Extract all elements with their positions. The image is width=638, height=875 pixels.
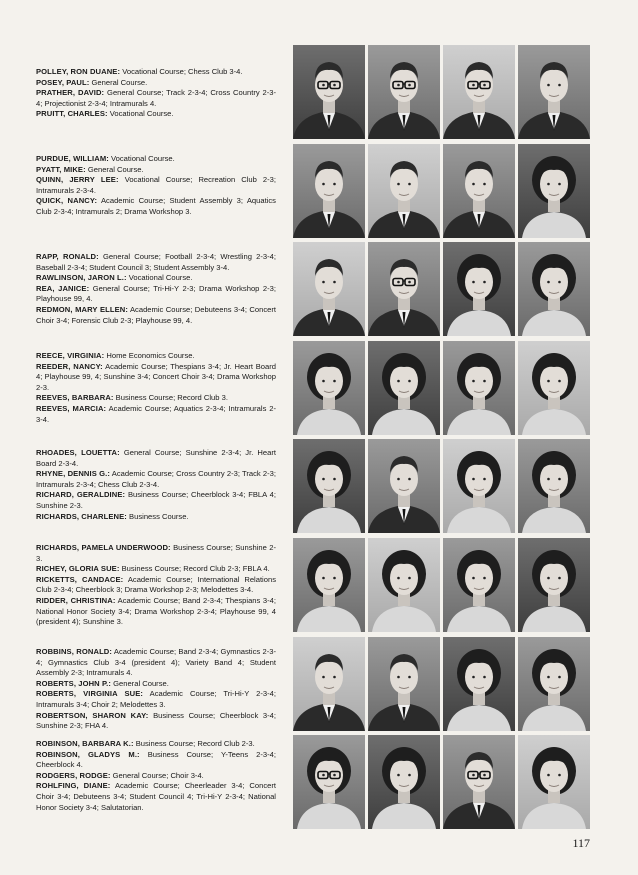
student-name: PRATHER, DAVID: [36, 88, 105, 98]
student-name: REEVES, MARCIA: [36, 403, 107, 413]
student-entry [36, 750, 276, 771]
student-entry [36, 273, 276, 284]
student-portrait-photo [368, 637, 440, 731]
photo-row [293, 637, 593, 731]
student-entry [36, 689, 276, 710]
photo-row [293, 45, 593, 139]
page-number: 117 [572, 836, 590, 850]
student-entry [36, 596, 276, 628]
student-entry [36, 165, 276, 176]
student-details: Academic Course; Debuteens 3-4; Concert Choir 3-4; Forensic Club 2-3; Playhouse 99, 4. [36, 304, 276, 325]
student-details: Academic Course; Band 2-3-4; Thespians 3-4; National Honor Society 3-4; Drama Workshop 2-3-4; Playhouse 99, 4 (president 4); Sunshine 3. [36, 595, 276, 627]
student-portrait-photo [518, 45, 590, 139]
student-name: ROBERTSON, SHARON KAY: [36, 710, 149, 720]
student-entry [36, 252, 276, 273]
student-details: Academic Course; Student Assembly 3; Aquatics Club 2-3-4; Intramurals 2; Drama Workshop 3. [36, 196, 276, 216]
photo-row [293, 341, 593, 435]
student-name: QUICK, NANCY: [36, 196, 98, 206]
student-group [36, 351, 276, 425]
student-portrait-photo [368, 144, 440, 238]
student-name: REDMON, MARY ELLEN: [36, 304, 128, 314]
student-name: PRUITT, CHARLES: [36, 109, 108, 119]
photo-row [293, 242, 593, 336]
student-entry [36, 154, 276, 165]
student-details: Business Course; Cheerblock 3-4; FBLA 4; Sunshine 2-3. [36, 490, 276, 510]
student-group [36, 154, 276, 218]
student-group [36, 647, 276, 732]
student-portrait-photo [443, 538, 515, 632]
student-portrait-photo [293, 144, 365, 238]
student-details: Academic Course; International Relations Club 2-3-4; Cheerblock 3; Drama Workshop 2-3; Melodettes 3-4. [36, 574, 276, 595]
student-entry [36, 490, 276, 511]
student-portrait-photo [368, 341, 440, 435]
student-entry [36, 284, 276, 305]
student-portrait-photo [443, 735, 515, 829]
student-name: RAWLINSON, JARON L.: [36, 273, 127, 283]
student-entry [36, 739, 276, 750]
student-details: General Course; Sunshine 2-3-4; Jr. Heart Board 2-3-4. [36, 448, 276, 468]
student-name: REEVES, BARBARA: [36, 393, 114, 403]
student-entry [36, 575, 276, 596]
student-portrait-photo [443, 341, 515, 435]
student-name: RAPP, RONALD: [36, 252, 99, 261]
student-portrait-photo [368, 735, 440, 829]
student-portrait-photo [518, 637, 590, 731]
student-details: General Course; Tri-Hi-Y 2-3; Drama Workshop 2-3; Playhouse 99, 4. [36, 283, 276, 304]
student-portrait-photo [443, 242, 515, 336]
student-details: Academic Course; Tri-Hi-Y 2-3-4; Intramurals 3-4; Choir 2; Melodettes 3. [36, 689, 276, 709]
student-portrait-photo [518, 538, 590, 632]
student-name: PYATT, MIKE: [36, 164, 86, 174]
student-details: General Course. [87, 164, 144, 174]
student-portrait-photo [293, 538, 365, 632]
student-portrait-photo [443, 439, 515, 533]
student-details: Business Course; Cheerblock 3-4; Sunshine 2-3; FHA 4. [36, 710, 276, 731]
student-name: REA, JANICE: [36, 283, 90, 293]
student-details: Vocational Course; Chess Club 3-4. [122, 67, 243, 76]
student-portrait-photo [518, 439, 590, 533]
student-portrait-photo [293, 242, 365, 336]
student-entry [36, 679, 276, 690]
student-name: POSEY, PAUL: [36, 77, 90, 87]
student-name: ROHLFING, DIANE: [36, 781, 111, 791]
student-name: RICHEY, GLORIA SUE: [36, 564, 120, 574]
student-name: RHOADES, LOUETTA: [36, 448, 120, 457]
student-entry [36, 351, 276, 362]
student-entry [36, 175, 276, 196]
student-entry [36, 362, 276, 394]
student-portrait-photo [518, 735, 590, 829]
student-details: Business Course; Record Club 2-3. [135, 739, 255, 748]
student-name: RHYNE, DENNIS G.: [36, 469, 111, 479]
student-group [36, 739, 276, 813]
student-portrait-photo [293, 45, 365, 139]
student-portrait-photo [293, 341, 365, 435]
student-details: Academic Course; Cross Country 2-3; Track 2-3; Intramurals 2-3-4; Chess Club 2-3-4. [36, 469, 276, 489]
student-details: Business Course; Sunshine 2-3. [36, 543, 276, 563]
student-name: RODGERS, RODGE: [36, 770, 111, 780]
student-details: Vocational Course. [109, 109, 174, 119]
student-details: Academic Course; Cheerleader 3-4; Concert Choir 3-4; Debuteens 3-4; Student Council 4; Tri-Hi-Y 2-3-4; National Honor Society 3-4; Salutatorian. [36, 781, 276, 812]
student-portrait-photo [368, 538, 440, 632]
student-name: PURDUE, WILLIAM: [36, 154, 109, 163]
student-group [36, 543, 276, 628]
student-details: General Course; Track 2-3-4; Cross Country 2-3-4; Projectionist 2-3-4; Intramurals 4. [36, 88, 276, 108]
student-portrait-photo [518, 144, 590, 238]
student-entry [36, 404, 276, 425]
student-portrait-photo [368, 242, 440, 336]
student-name: ROBERTS, VIRGINIA SUE: [36, 689, 144, 699]
student-portrait-photo [293, 735, 365, 829]
student-group [36, 252, 276, 326]
student-entry [36, 196, 276, 217]
photo-row [293, 144, 593, 238]
student-name: RIDDER, CHRISTINA: [36, 595, 116, 605]
photo-row [293, 439, 593, 533]
student-portrait-photo [443, 45, 515, 139]
student-group [36, 67, 276, 120]
student-name: ROBBINS, RONALD: [36, 647, 113, 656]
student-entry [36, 469, 276, 490]
student-entry [36, 564, 276, 575]
student-details: General Course; Choir 3-4. [112, 770, 204, 780]
student-entry [36, 647, 276, 679]
student-details: General Course. [91, 77, 148, 87]
student-name: POLLEY, RON DUANE: [36, 67, 121, 76]
student-details: Vocational Course. [128, 273, 193, 283]
student-entry [36, 711, 276, 732]
student-details: Academic Course; Aquatics 2-3-4; Intramurals 2-3-4. [36, 403, 276, 424]
student-entry [36, 305, 276, 326]
student-details: Academic Course; Thespians 3-4; Jr. Heart Board 4; Playhouse 99, 4; Sunshine 3-4; Concert Choir 3-4; Drama Workshop 2-3. [36, 361, 276, 392]
student-details: Business Course; Record Club 2-3; FBLA 4. [121, 564, 270, 574]
student-portrait-photo [368, 45, 440, 139]
student-entry [36, 88, 276, 109]
student-name: QUINN, JERRY LEE: [36, 175, 119, 185]
photo-row [293, 538, 593, 632]
student-details: Business Course; Record Club 3. [115, 393, 228, 403]
student-details: Academic Course; Band 2-3-4; Gymnastics 2-3-4; Gymnastics Club 3-4 (president 4); Variety Band 4; Student Assembly 2-3; Intramurals 4. [36, 647, 276, 678]
student-details: General Course; Football 2-3-4; Wrestling 2-3-4; Baseball 2-3-4; Student Council 3; Student Assembly 3-4. [36, 252, 276, 272]
student-entry [36, 781, 276, 813]
student-name: RICHARD, GERALDINE: [36, 490, 126, 500]
student-details: Vocational Course; Recreation Club 2-3; Intramurals 2-3-4. [36, 175, 276, 195]
student-name: ROBERTS, JOHN P.: [36, 678, 111, 688]
student-name: RICHARDS, PAMELA UNDERWOOD: [36, 543, 171, 552]
student-details: General Course. [113, 678, 169, 688]
student-details: Home Economics Course. [106, 351, 195, 360]
student-entry [36, 512, 276, 523]
student-details: Vocational Course. [111, 154, 175, 163]
student-portrait-photo [518, 341, 590, 435]
student-portrait-photo [443, 144, 515, 238]
photo-row [293, 735, 593, 829]
student-name: ROBINSON, GLADYS M.: [36, 749, 140, 759]
student-name: ROBINSON, BARBARA K.: [36, 739, 134, 748]
student-entry [36, 448, 276, 469]
student-portrait-photo [293, 439, 365, 533]
student-portrait-photo [293, 637, 365, 731]
student-name: REEDER, NANCY: [36, 361, 103, 371]
student-entry [36, 78, 276, 89]
student-entry [36, 393, 276, 404]
student-details: Business Course. [129, 511, 189, 521]
student-portrait-photo [443, 637, 515, 731]
student-entry [36, 67, 276, 78]
student-entry [36, 543, 276, 564]
student-portrait-photo [368, 439, 440, 533]
student-portrait-photo [518, 242, 590, 336]
student-details: Business Course; Y-Teens 2-3-4; Cheerblock 4. [36, 749, 276, 770]
student-name: RICHARDS, CHARLENE: [36, 511, 127, 521]
student-name: REECE, VIRGINIA: [36, 351, 105, 360]
student-name: RICKETTS, CANDACE: [36, 574, 124, 584]
student-entry [36, 771, 276, 782]
student-entry [36, 109, 276, 120]
student-group [36, 448, 276, 522]
portrait-photo-grid [293, 45, 593, 834]
